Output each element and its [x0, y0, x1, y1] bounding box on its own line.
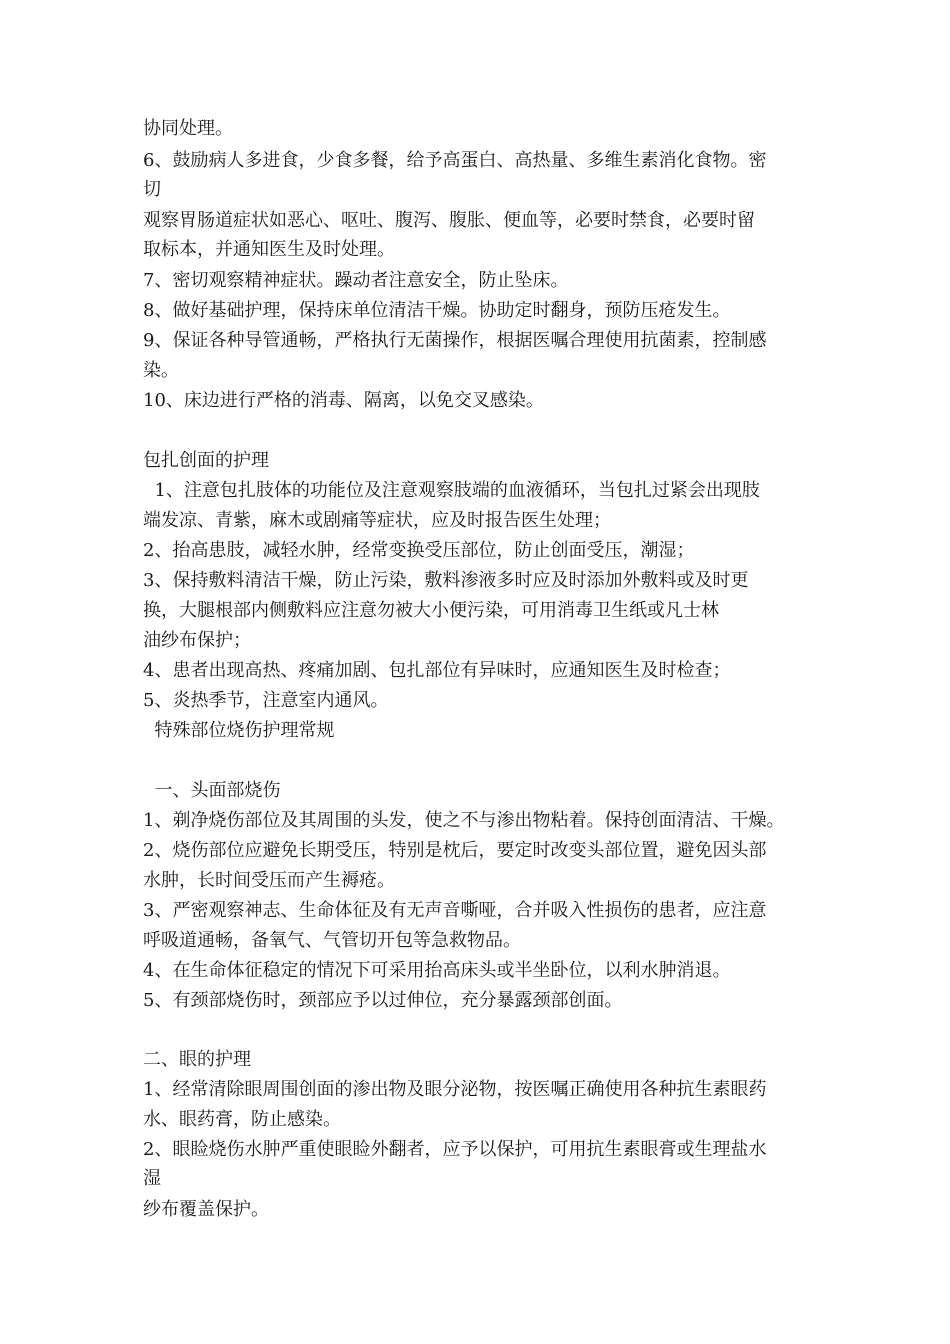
text-line: 7、密切观察精神症状。躁动者注意安全，防止坠床。	[143, 270, 569, 291]
text-line: 9、保证各种导管通畅，严格执行无菌操作，根据医嘱合理使用抗菌素，控制感	[143, 330, 767, 351]
text-line: 取标本，并通知医生及时处理。	[143, 239, 395, 260]
text-line: 呼吸道通畅，备氧气、气管切开包等急救物品。	[143, 930, 521, 951]
text-line: 6、鼓励病人多进食，少食多餐，给予高蛋白、高热量、多维生素消化食物。密	[143, 150, 767, 171]
text-line: 3、保持敷料清洁干燥，防止污染，敷料渗液多时应及时添加外敷料或及时更	[143, 570, 749, 591]
text-line: 纱布覆盖保护。	[143, 1199, 269, 1220]
text-line: 染。	[143, 360, 179, 381]
text-line: 1、经常清除眼周围创面的渗出物及眼分泌物，按医嘱正确使用各种抗生素眼药	[143, 1079, 767, 1100]
text-line: 湿	[143, 1168, 161, 1189]
section-heading: 包扎创面的护理	[143, 450, 269, 471]
text-line: 4、在生命体征稳定的情况下可采用抬高床头或半坐卧位，以利水肿消退。	[143, 960, 731, 981]
text-line: 油纱布保护；	[143, 630, 251, 651]
section-heading: 二、眼的护理	[143, 1049, 251, 1070]
text-line: 10、床边进行严格的消毒、隔离，以免交叉感染。	[143, 390, 544, 411]
text-line: 1、剃净烧伤部位及其周围的头发，使之不与渗出物粘着。保持创面清洁、干燥。	[143, 810, 785, 831]
text-line: 观察胃肠道症状如恶心、呕吐、腹泻、腹胀、便血等，必要时禁食，必要时留	[143, 210, 755, 231]
text-line: 切	[143, 179, 161, 200]
text-line: 5、炎热季节，注意室内通风。	[143, 690, 389, 711]
text-line: 水肿，长时间受压而产生褥疮。	[143, 870, 395, 891]
text-line: 8、做好基础护理，保持床单位清洁干燥。协助定时翻身，预防压疮发生。	[143, 300, 731, 321]
text-line: 端发凉、青紫，麻木或剧痛等症状，应及时报告医生处理；	[143, 510, 611, 531]
text-line: 2、烧伤部位应避免长期受压，特别是枕后，要定时改变头部位置，避免因头部	[143, 840, 767, 861]
section-heading: 特殊部位烧伤护理常规	[143, 720, 335, 741]
text-line: 2、抬高患肢，减轻水肿，经常变换受压部位，防止创面受压，潮湿；	[143, 540, 695, 561]
section-heading: 一、头面部烧伤	[143, 780, 281, 801]
text-line: 3、严密观察神志、生命体征及有无声音嘶哑，合并吸入性损伤的患者，应注意	[143, 900, 767, 921]
text-line: 4、患者出现高热、疼痛加剧、包扎部位有异味时，应通知医生及时检查；	[143, 660, 731, 681]
text-line: 1、注意包扎肢体的功能位及注意观察肢端的血液循环，当包扎过紧会出现肢	[143, 480, 760, 501]
text-line: 5、有颈部烧伤时，颈部应予以过伸位，充分暴露颈部创面。	[143, 990, 623, 1011]
text-line: 换，大腿根部内侧敷料应注意勿被大小便污染，可用消毒卫生纸或凡士林	[143, 600, 719, 621]
text-line: 2、眼睑烧伤水肿严重使眼睑外翻者，应予以保护，可用抗生素眼膏或生理盐水	[143, 1139, 767, 1160]
text-line: 协同处理。	[143, 118, 233, 139]
text-line: 水、眼药膏，防止感染。	[143, 1109, 341, 1130]
